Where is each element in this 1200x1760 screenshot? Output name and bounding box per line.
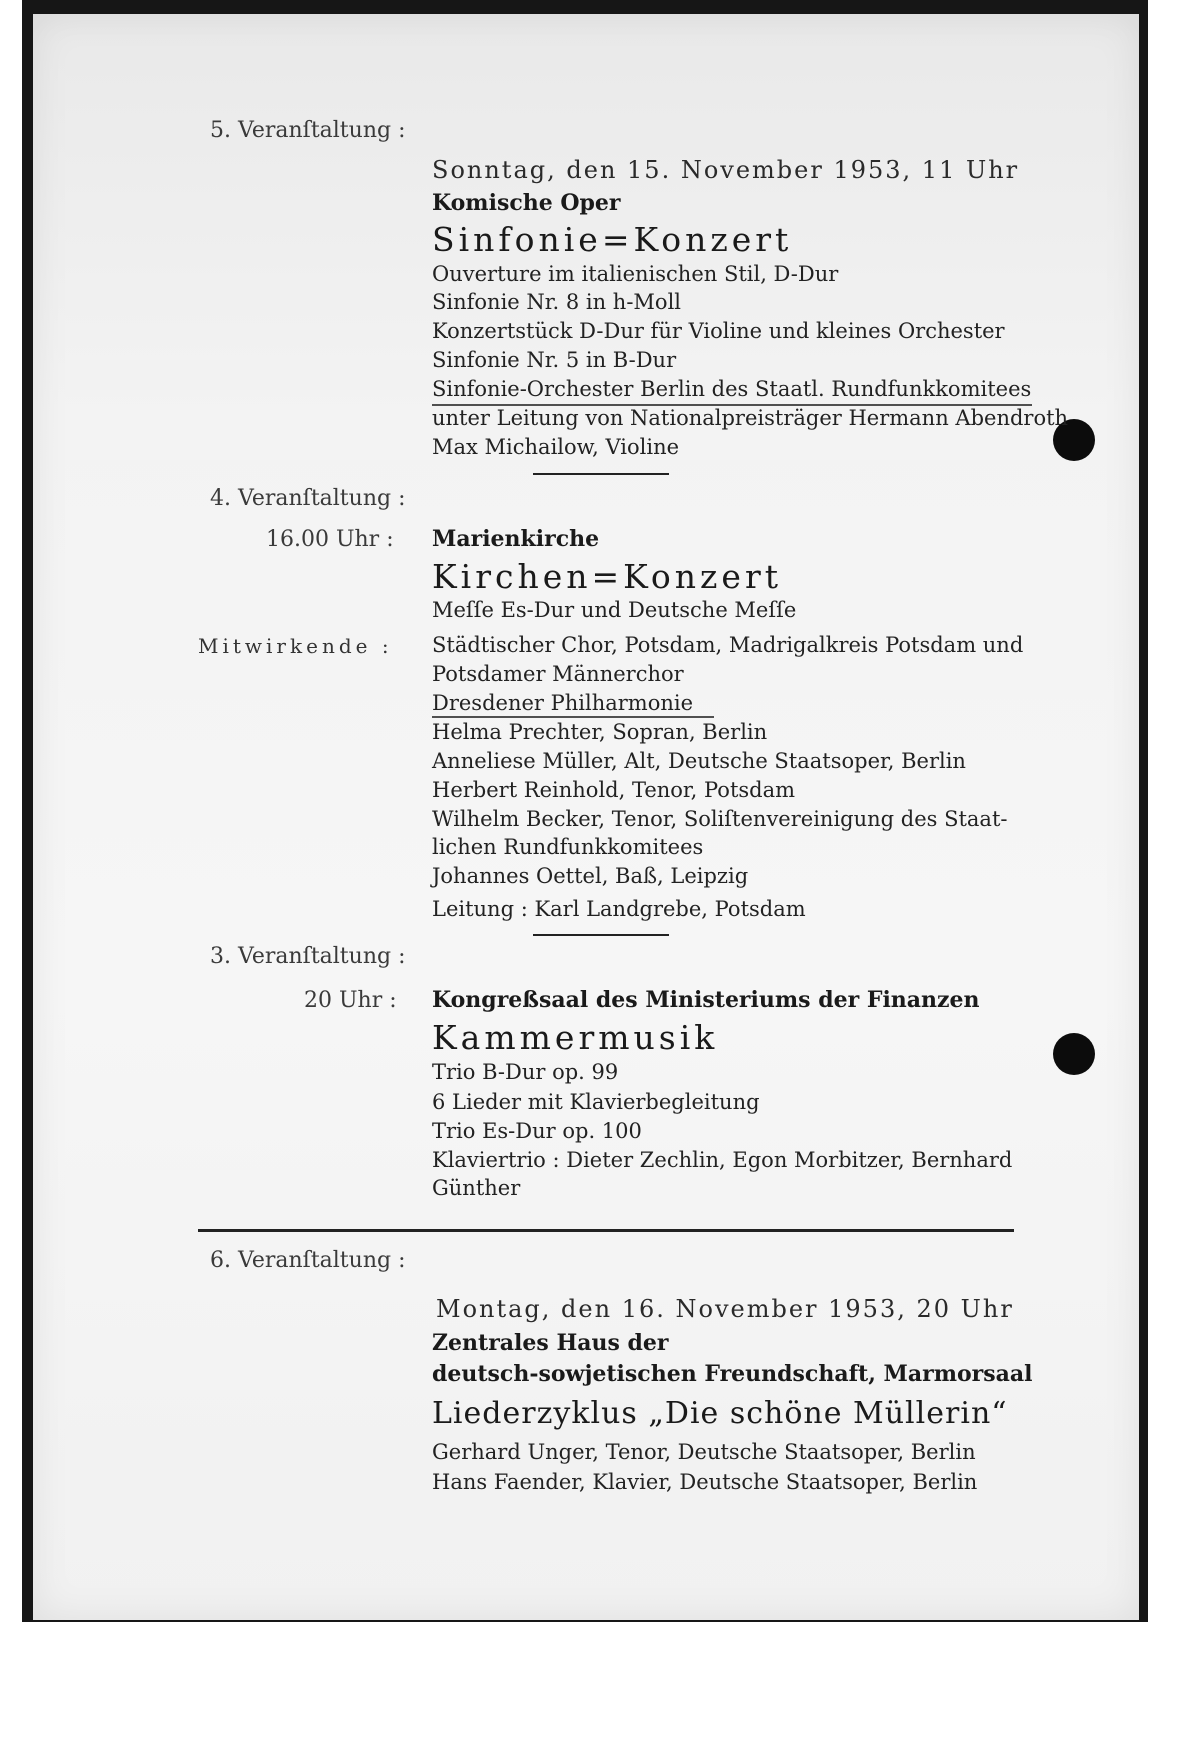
event-5-venue: Komische Oper <box>432 190 621 216</box>
event-4-heading: 4. Veranſtaltung : <box>210 486 406 511</box>
event-6-title: Liederzyklus „Die schöne Müllerin“ <box>432 1396 1008 1431</box>
event-5-conductor: unter Leitung von Nationalpreisträger Hermann Abendroth <box>432 406 1069 430</box>
event-6-performer: Hans Faender, Klavier, Deutsche Staatsoper, Berlin <box>432 1470 978 1494</box>
event-3-program-item: 6 Lieder mit Klavierbegleitung <box>432 1090 760 1114</box>
performers-label: Mitwirkende : <box>198 634 393 658</box>
event-4-performer: Potsdamer Männerchor <box>432 662 684 686</box>
event-5-title: Sinfonie=Konzert <box>432 220 793 259</box>
event-4-performer: Anneliese Müller, Alt, Deutsche Staatsoper, Berlin <box>432 749 966 773</box>
event-3-time: 20 Uhr : <box>304 988 397 1013</box>
event-5-date: Sonntag, den 15. November 1953, 11 Uhr <box>432 156 1020 184</box>
event-3-heading: 3. Veranſtaltung : <box>210 944 406 969</box>
event-6-venue-line1: Zentrales Haus der <box>432 1330 669 1356</box>
event-3-performers: Günther <box>432 1176 521 1200</box>
event-5-orchestra: Sinfonie-Orchester Berlin des Staatl. Rundfunkkomitees <box>432 377 1032 401</box>
event-6-date: Montag, den 16. November 1953, 20 Uhr <box>436 1295 1014 1323</box>
event-4-performer: Dresdener Philharmonie <box>432 691 694 715</box>
short-divider <box>533 473 669 475</box>
event-5-program-item: Ouverture im italienischen Stil, D-Dur <box>432 262 839 286</box>
event-4-subtitle: Meſſe Es-Dur und Deutsche Meſſe <box>432 598 797 622</box>
event-4-performer: Wilhelm Becker, Tenor, Soliſtenvereinigung des Staat- <box>432 807 1008 831</box>
event-6-performer: Gerhard Unger, Tenor, Deutsche Staatsoper, Berlin <box>432 1440 976 1464</box>
event-4-venue: Marienkirche <box>432 526 600 552</box>
event-5-program-item: Sinfonie Nr. 8 in h-Moll <box>432 290 681 314</box>
event-3-program-item: Trio B-Dur op. 99 <box>432 1060 619 1084</box>
short-divider <box>533 934 669 936</box>
event-4-performer: Helma Prechter, Sopran, Berlin <box>432 720 768 744</box>
event-3-title: Kammermusik <box>432 1018 719 1057</box>
philharmonie-underline <box>432 716 714 718</box>
event-6-heading: 6. Veranſtaltung : <box>210 1248 406 1273</box>
event-4-conductor: Leitung : Karl Landgrebe, Potsdam <box>432 897 806 921</box>
event-4-title: Kirchen=Konzert <box>432 557 782 596</box>
event-4-performer: Johannes Oettel, Baß, Leipzig <box>432 864 749 888</box>
punch-hole-bottom <box>1053 1033 1095 1075</box>
event-4-performer: Herbert Reinhold, Tenor, Potsdam <box>432 778 796 802</box>
event-4-performer: lichen Rundfunkkomitees <box>432 835 704 859</box>
event-3-performers: Klaviertrio : Dieter Zechlin, Egon Morbitzer, Bernhard <box>432 1148 1013 1172</box>
event-4-performer: Städtischer Chor, Potsdam, Madrigalkreis Potsdam und <box>432 633 1024 657</box>
event-3-venue: Kongreßsaal des Ministeriums der Finanzen <box>432 987 980 1013</box>
event-3-program-item: Trio Es-Dur op. 100 <box>432 1119 642 1143</box>
event-5-heading: 5. Veranſtaltung : <box>210 118 406 143</box>
event-6-venue-line2: deutsch-sowjetischen Freundschaft, Marmorsaal <box>432 1361 1033 1387</box>
long-divider <box>198 1229 1014 1232</box>
event-5-soloist: Max Michailow, Violine <box>432 435 680 459</box>
event-4-time: 16.00 Uhr : <box>266 527 394 552</box>
event-5-program-item: Sinfonie Nr. 5 in B-Dur <box>432 348 677 372</box>
event-5-program-item: Konzertstück D-Dur für Violine und kleines Orchester <box>432 319 1005 343</box>
